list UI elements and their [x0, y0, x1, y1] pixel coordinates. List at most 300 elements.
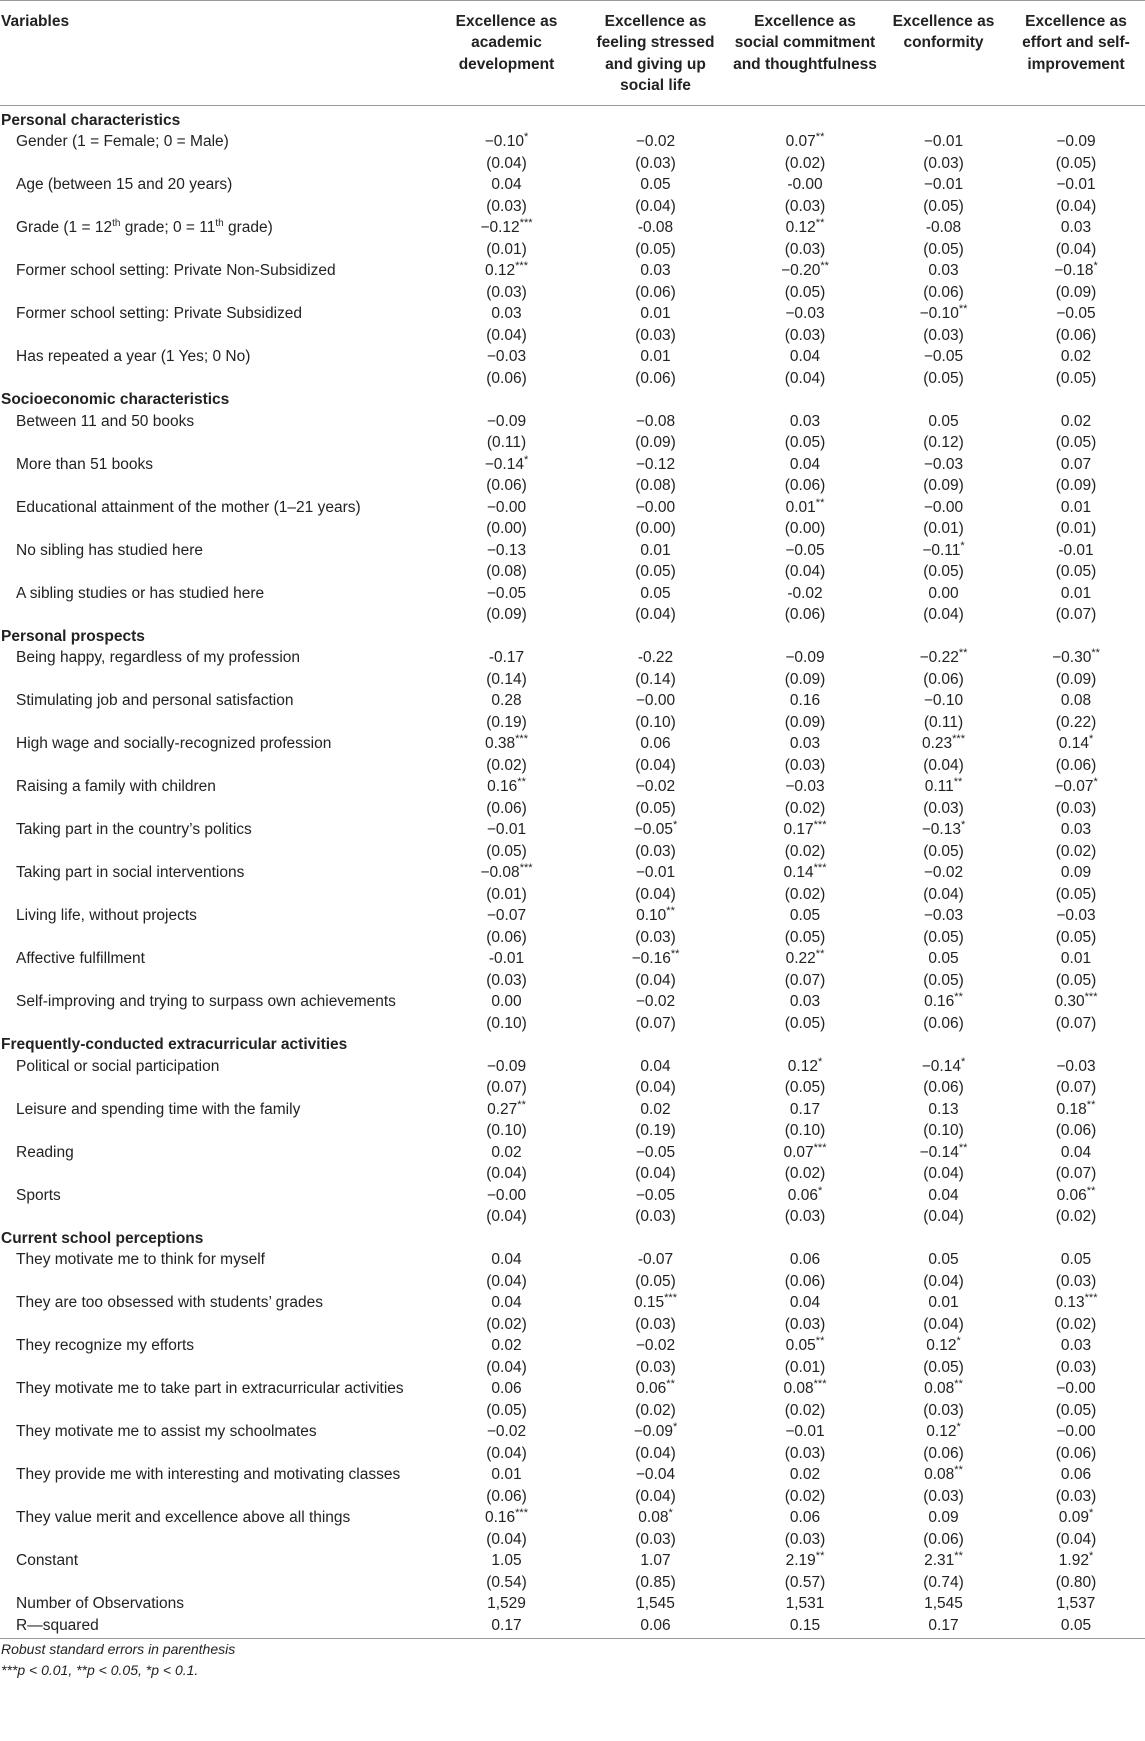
footer-row: [0, 1593, 1145, 1615]
coefficient-cell: −0.03: [785, 778, 825, 796]
se-label-spacer: [0, 1400, 432, 1422]
coefficient-cell: −0.03: [1056, 1057, 1096, 1075]
coefficient-cell: 0.02: [491, 1143, 522, 1161]
coefficient-cell: −0.02: [635, 993, 676, 1011]
standard-error-cell: (0.05): [923, 563, 964, 581]
standard-error-cell: (0.00): [784, 520, 826, 538]
coefficient-cell: −0.16**: [631, 947, 680, 968]
standard-error-cell: (0.03): [923, 799, 964, 817]
se-label-spacer: [0, 282, 432, 304]
standard-error-cell: (0.05): [784, 434, 826, 452]
coefficient-cell: 0.01**: [785, 496, 825, 516]
standard-error-cell: (0.04): [486, 326, 527, 344]
table-row: [0, 346, 1145, 368]
section-row: [0, 105, 1145, 131]
significance-stars: *: [960, 818, 966, 831]
footer-value: 1,529: [487, 1595, 526, 1613]
table-row: [0, 1550, 1145, 1572]
standard-error-cell: (0.85): [635, 1573, 676, 1591]
coefficient-cell: 0.12*: [926, 1420, 961, 1441]
table-notes: [0, 1639, 1145, 1681]
variable-label: Age (between 15 and 20 years): [16, 176, 233, 194]
variable-label: More than 51 books: [16, 455, 154, 473]
coefficient-cell: 0.01: [640, 541, 671, 559]
coefficient-cell: −0.09*: [633, 1420, 678, 1441]
coefficient-cell: −0.12***: [480, 216, 533, 237]
coefficient-cell: 0.01: [1060, 950, 1092, 968]
coefficient-cell: 0.03: [640, 262, 671, 280]
significance-stars: *: [1093, 259, 1098, 272]
significance-stars: **: [954, 1549, 963, 1562]
coefficient-cell: 0.12*: [926, 1334, 961, 1355]
standard-error-cell: (0.04): [1055, 197, 1097, 215]
table-row-se: [0, 1163, 1145, 1185]
table-row: [0, 1185, 1145, 1207]
col-header-stressed: Excellence as feeling stressed and giving up social life: [596, 13, 715, 95]
coefficient-cell: −0.20**: [781, 259, 829, 280]
coefficient-cell: 1.05: [491, 1552, 522, 1570]
standard-error-cell: (0.05): [1055, 434, 1097, 452]
se-label-spacer: [0, 604, 432, 626]
coefficient-cell: 2.19**: [785, 1549, 825, 1570]
coefficient-cell: 0.03: [789, 412, 821, 430]
coefficient-cell: 0.05: [640, 584, 671, 602]
significance-stars: **: [815, 947, 825, 960]
coefficient-cell: 0.06: [1060, 1466, 1092, 1484]
standard-error-cell: (0.01): [784, 1358, 826, 1376]
significance-stars: *: [672, 1420, 678, 1433]
coefficient-cell: 0.13: [928, 1100, 959, 1118]
coefficient-cell: −0.02: [486, 1423, 527, 1441]
coefficient-cell: 0.16: [789, 692, 821, 710]
table-row-se: [0, 196, 1145, 218]
standard-error-cell: (0.00): [635, 520, 676, 538]
coefficient-cell: 0.04: [789, 348, 821, 366]
coefficient-cell: −0.13: [486, 541, 527, 559]
standard-error-cell: (0.74): [923, 1573, 964, 1591]
standard-error-cell: (0.02): [784, 154, 826, 172]
standard-error-cell: (0.02): [486, 1315, 527, 1333]
table-row-se: [0, 1486, 1145, 1508]
coefficient-cell: 0.08*: [638, 1506, 673, 1527]
se-label-spacer: [0, 1163, 432, 1185]
coefficient-cell: 0.01: [928, 1294, 959, 1312]
se-label-spacer: [0, 755, 432, 777]
se-label-spacer: [0, 1486, 432, 1508]
standard-error-cell: (0.03): [635, 154, 676, 172]
se-label-spacer: [0, 1206, 432, 1228]
standard-error-cell: (0.05): [784, 1079, 826, 1097]
col-header-academic: Excellence as academic development: [455, 13, 558, 73]
standard-error-cell: (0.04): [486, 1208, 527, 1226]
variable-label: Sports: [16, 1186, 61, 1204]
variable-label: Former school setting: Private Subsidized: [16, 305, 303, 323]
coefficient-cell: −0.05: [1056, 305, 1096, 323]
se-label-spacer: [0, 475, 432, 497]
table-row-se: [0, 1529, 1145, 1551]
standard-error-cell: (0.04): [784, 369, 826, 387]
coefficient-cell: 0.04: [789, 455, 821, 473]
standard-error-cell: (0.06): [635, 369, 676, 387]
significance-stars: ***: [515, 259, 528, 272]
table-row: [0, 174, 1145, 196]
coefficient-cell: 0.04: [491, 176, 522, 194]
coefficient-cell: −0.08: [635, 412, 676, 430]
standard-error-cell: (0.04): [635, 197, 676, 215]
footer-value: 1,545: [924, 1595, 963, 1613]
standard-error-cell: (0.03): [784, 197, 826, 215]
significance-stars: **: [815, 216, 825, 229]
standard-error-cell: (0.09): [1055, 283, 1097, 301]
variable-label: Affective fulfillment: [16, 950, 145, 968]
standard-error-cell: (0.54): [486, 1573, 527, 1591]
coefficient-cell: −0.01: [785, 1423, 825, 1441]
coefficient-cell: −0.05: [635, 1143, 676, 1161]
table-header: [0, 1, 1145, 106]
coefficient-cell: −0.03: [923, 907, 964, 925]
standard-error-cell: (0.06): [923, 1014, 964, 1032]
table-row: [0, 948, 1145, 970]
coefficient-cell: 0.30***: [1054, 990, 1098, 1011]
significance-stars: ***: [952, 732, 965, 745]
coefficient-cell: 0.07***: [783, 1141, 827, 1161]
se-label-spacer: [0, 841, 432, 863]
se-label-spacer: [0, 927, 432, 949]
coefficient-cell: -0.00: [787, 176, 823, 194]
variable-label: Between 11 and 50 books: [16, 412, 195, 430]
standard-error-cell: (0.04): [635, 606, 676, 624]
coefficient-cell: 0.06**: [1056, 1184, 1096, 1204]
standard-error-cell: (0.03): [635, 1358, 676, 1376]
coefficient-cell: 0.04: [491, 1294, 522, 1312]
table-row: [0, 411, 1145, 433]
coefficient-cell: −0.07*: [1054, 775, 1098, 796]
se-label-spacer: [0, 798, 432, 820]
coefficient-cell: 0.08: [1060, 692, 1092, 710]
coefficient-cell: −0.02: [923, 864, 964, 882]
standard-error-cell: (0.06): [1055, 326, 1097, 344]
variable-label: Stimulating job and personal satisfaction: [16, 692, 294, 710]
coefficient-cell: 0.14*: [1058, 732, 1094, 753]
coefficient-cell: 0.03: [789, 993, 821, 1011]
se-label-spacer: [0, 368, 432, 390]
coefficient-cell: −0.13*: [921, 818, 966, 839]
standard-error-cell: (0.02): [784, 1401, 826, 1419]
coefficient-cell: −0.09: [1056, 133, 1096, 151]
coefficient-cell: −0.22**: [919, 646, 968, 667]
coefficient-cell: 0.05: [640, 176, 671, 194]
notes-standard-errors: Robust standard errors in parenthesis: [1, 1641, 236, 1658]
significance-stars: **: [953, 775, 963, 788]
coefficient-cell: 0.04: [789, 1294, 821, 1312]
table-row-se: [0, 1443, 1145, 1465]
variable-label: They value merit and excellence above all things: [16, 1509, 351, 1527]
coefficient-cell: 0.05: [928, 950, 959, 968]
significance-stars: **: [958, 302, 968, 315]
standard-error-cell: (0.03): [486, 283, 527, 301]
footer-label: Number of Observations: [16, 1595, 184, 1613]
coefficient-cell: −0.01: [486, 821, 527, 839]
se-label-spacer: [0, 1357, 432, 1379]
standard-error-cell: (0.04): [635, 1079, 676, 1097]
significance-stars: **: [815, 1334, 825, 1347]
standard-error-cell: (0.03): [923, 154, 964, 172]
se-label-spacer: [0, 561, 432, 583]
coefficient-cell: −0.03: [486, 348, 527, 366]
table-body: [0, 105, 1145, 1639]
standard-error-cell: (0.05): [635, 1272, 676, 1290]
standard-error-cell: (0.05): [784, 928, 826, 946]
standard-error-cell: (0.04): [486, 1165, 527, 1183]
variable-label: Political or social participation: [16, 1057, 220, 1075]
table-row-se: [0, 712, 1145, 734]
coefficient-cell: −0.00: [1056, 1423, 1096, 1441]
significance-stars: ***: [515, 732, 528, 745]
significance-stars: *: [668, 1506, 673, 1519]
standard-error-cell: (0.02): [1055, 1315, 1097, 1333]
coefficient-cell: 0.03: [789, 735, 821, 753]
standard-error-cell: (0.10): [784, 1122, 826, 1140]
table-row-se: [0, 970, 1145, 992]
coefficient-cell: 0.03: [1060, 821, 1092, 839]
standard-error-cell: (0.09): [1055, 477, 1097, 495]
standard-error-cell: (0.03): [1055, 1358, 1097, 1376]
coefficient-cell: -0.17: [488, 649, 525, 667]
standard-error-cell: (0.07): [486, 1079, 527, 1097]
table-row: [0, 1056, 1145, 1078]
standard-error-cell: (0.06): [784, 477, 826, 495]
standard-error-cell: (0.12): [923, 434, 964, 452]
table-row: [0, 1292, 1145, 1314]
standard-error-cell: (0.10): [923, 1122, 964, 1140]
variable-label: They recognize my efforts: [16, 1337, 195, 1355]
standard-error-cell: (0.03): [784, 1315, 826, 1333]
significance-stars: **: [820, 259, 829, 272]
table-row: [0, 454, 1145, 476]
variable-label: Raising a family with children: [16, 778, 216, 796]
se-label-spacer: [0, 1271, 432, 1293]
standard-error-cell: (0.06): [784, 1272, 826, 1290]
coefficient-cell: 0.13***: [1054, 1291, 1098, 1312]
se-label-spacer: [0, 712, 432, 734]
standard-error-cell: (0.05): [486, 1401, 527, 1419]
standard-error-cell: (0.02): [1055, 1208, 1097, 1226]
table-row-se: [0, 669, 1145, 691]
coefficient-cell: −0.10*: [484, 130, 529, 151]
table-row: [0, 733, 1145, 755]
notes-significance: ***p < 0.01, **p < 0.05, *p < 0.1.: [1, 1662, 199, 1679]
coefficient-cell: 0.06*: [787, 1184, 823, 1204]
standard-error-cell: (0.02): [784, 842, 826, 860]
coefficient-cell: 0.23***: [921, 732, 965, 753]
table-row: [0, 1142, 1145, 1164]
standard-error-cell: (0.05): [923, 971, 964, 989]
coefficient-cell: 0.27**: [487, 1098, 526, 1118]
standard-error-cell: (0.03): [635, 1315, 676, 1333]
coefficient-cell: −0.09: [486, 412, 527, 430]
standard-error-cell: (0.06): [923, 670, 964, 688]
standard-error-cell: (0.03): [784, 240, 826, 258]
se-label-spacer: [0, 1120, 432, 1142]
standard-error-cell: (0.06): [1055, 756, 1097, 774]
variable-label: They motivate me to take part in extracurricular activities: [16, 1380, 404, 1398]
significance-stars: ***: [515, 1506, 528, 1519]
standard-error-cell: (0.02): [784, 799, 826, 817]
standard-error-cell: (0.05): [923, 369, 964, 387]
table-row-se: [0, 884, 1145, 906]
variable-label: Living life, without projects: [16, 907, 197, 925]
coefficient-cell: 0.09: [928, 1509, 959, 1527]
table-row: [0, 1464, 1145, 1486]
coefficient-cell: 0.16***: [484, 1506, 528, 1527]
footer-value: 0.17: [432, 1615, 581, 1639]
significance-stars: ***: [664, 1291, 677, 1304]
significance-stars: *: [817, 1184, 823, 1197]
standard-error-cell: (0.09): [1055, 670, 1097, 688]
section-title: Personal prospects: [1, 627, 145, 645]
significance-stars: ***: [813, 1377, 827, 1390]
coefficient-cell: -0.07: [637, 1251, 674, 1269]
standard-error-cell: (0.06): [923, 1444, 964, 1462]
table-row: [0, 776, 1145, 798]
standard-error-cell: (0.03): [635, 928, 676, 946]
coefficient-cell: 0.05: [928, 412, 959, 430]
coefficient-cell: −0.11*: [922, 539, 965, 559]
significance-stars: **: [517, 775, 526, 788]
significance-stars: **: [666, 1377, 675, 1390]
table-row-se: [0, 798, 1145, 820]
standard-error-cell: (0.07): [1055, 1165, 1097, 1183]
coefficient-cell: 0.00: [491, 993, 522, 1011]
se-label-spacer: [0, 1013, 432, 1035]
standard-error-cell: (0.05): [923, 928, 964, 946]
standard-error-cell: (0.04): [635, 1444, 676, 1462]
table-row-se: [0, 1400, 1145, 1422]
coefficient-cell: 0.09: [1060, 864, 1092, 882]
standard-error-cell: (0.09): [486, 606, 527, 624]
significance-stars: **: [815, 496, 825, 509]
se-label-spacer: [0, 1572, 432, 1594]
coefficient-cell: −0.08***: [480, 861, 533, 882]
table-row: [0, 991, 1145, 1013]
significance-stars: **: [815, 130, 825, 143]
standard-error-cell: (0.04): [923, 1165, 964, 1183]
standard-error-cell: (0.07): [1055, 1014, 1097, 1032]
standard-error-cell: (0.22): [1055, 713, 1097, 731]
coefficient-cell: 0.12***: [484, 259, 528, 280]
significance-stars: **: [1091, 646, 1100, 659]
standard-error-cell: (0.80): [1055, 1573, 1097, 1591]
standard-error-cell: (0.01): [923, 520, 964, 538]
standard-error-cell: (0.09): [784, 670, 826, 688]
standard-error-cell: (0.05): [923, 240, 964, 258]
significance-stars: **: [815, 1549, 825, 1562]
table-row-se: [0, 1120, 1145, 1142]
standard-error-cell: (0.03): [1055, 799, 1097, 817]
standard-error-cell: (0.02): [486, 756, 527, 774]
coefficient-cell: 0.08**: [924, 1377, 963, 1398]
footer-value: 1,545: [636, 1595, 675, 1613]
coefficient-cell: 0.01: [491, 1466, 522, 1484]
table-row: [0, 217, 1145, 239]
coefficient-cell: 0.01: [640, 348, 671, 366]
coefficient-cell: -0.22: [637, 649, 674, 667]
significance-stars: ***: [1084, 990, 1098, 1003]
significance-stars: **: [517, 1098, 526, 1111]
standard-error-cell: (0.07): [635, 1014, 676, 1032]
footer-value: 0.17: [880, 1615, 1007, 1639]
standard-error-cell: (0.04): [923, 1208, 964, 1226]
standard-error-cell: (0.11): [486, 434, 527, 452]
significance-stars: **: [954, 1463, 963, 1476]
standard-error-cell: (0.06): [923, 283, 964, 301]
standard-error-cell: (0.14): [635, 670, 676, 688]
coefficient-cell: 0.03: [1060, 1337, 1092, 1355]
standard-error-cell: (0.08): [635, 477, 676, 495]
standard-error-cell: (0.09): [635, 434, 676, 452]
standard-error-cell: (0.07): [1055, 606, 1097, 624]
standard-error-cell: (0.05): [784, 1014, 826, 1032]
coefficient-cell: −0.05*: [633, 818, 678, 839]
standard-error-cell: (0.04): [486, 1358, 527, 1376]
table-row-se: [0, 1013, 1145, 1035]
variables-header: Variables: [1, 13, 70, 30]
coefficient-cell: 0.04: [640, 1057, 671, 1075]
significance-stars: *: [1088, 732, 1094, 745]
coefficient-cell: 0.03: [928, 262, 959, 280]
table-row-se: [0, 927, 1145, 949]
standard-error-cell: (0.03): [784, 1444, 826, 1462]
se-label-spacer: [0, 1443, 432, 1465]
se-label-spacer: [0, 669, 432, 691]
table-row-se: [0, 368, 1145, 390]
table-row-se: [0, 1314, 1145, 1336]
footer-value: 0.05: [1007, 1615, 1145, 1639]
table-row: [0, 1507, 1145, 1529]
coefficient-cell: 0.06: [491, 1380, 522, 1398]
table-row: [0, 1335, 1145, 1357]
coefficient-cell: 0.08**: [924, 1463, 963, 1484]
se-label-spacer: [0, 518, 432, 540]
standard-error-cell: (0.05): [635, 563, 676, 581]
variable-label: Former school setting: Private Non-Subsidized: [16, 262, 336, 280]
coefficient-cell: 2.31**: [924, 1549, 963, 1570]
standard-error-cell: (0.06): [1055, 1444, 1097, 1462]
significance-stars: *: [672, 818, 678, 831]
coefficient-cell: −0.01: [923, 133, 964, 151]
table-row-se: [0, 755, 1145, 777]
significance-stars: ***: [813, 818, 827, 831]
table-row-se: [0, 1206, 1145, 1228]
coefficient-cell: 0.01: [1060, 584, 1092, 602]
coefficient-cell: 0.22**: [785, 947, 825, 968]
table-row-se: [0, 518, 1145, 540]
coefficient-cell: 0.17***: [783, 818, 827, 839]
table-row: [0, 497, 1145, 519]
variable-label: Educational attainment of the mother (1–21 years): [16, 498, 361, 516]
standard-error-cell: (0.06): [486, 1487, 527, 1505]
significance-stars: **: [958, 646, 968, 659]
coefficient-cell: 0.06: [789, 1509, 821, 1527]
se-label-spacer: [0, 884, 432, 906]
coefficient-cell: 0.06: [640, 735, 671, 753]
variable-label: Gender (1 = Female; 0 = Male): [16, 133, 229, 151]
se-label-spacer: [0, 239, 432, 261]
coefficient-cell: −0.12: [635, 455, 676, 473]
significance-stars: *: [960, 539, 965, 552]
coefficient-cell: 0.05: [928, 1251, 959, 1269]
standard-error-cell: (0.06): [486, 369, 527, 387]
